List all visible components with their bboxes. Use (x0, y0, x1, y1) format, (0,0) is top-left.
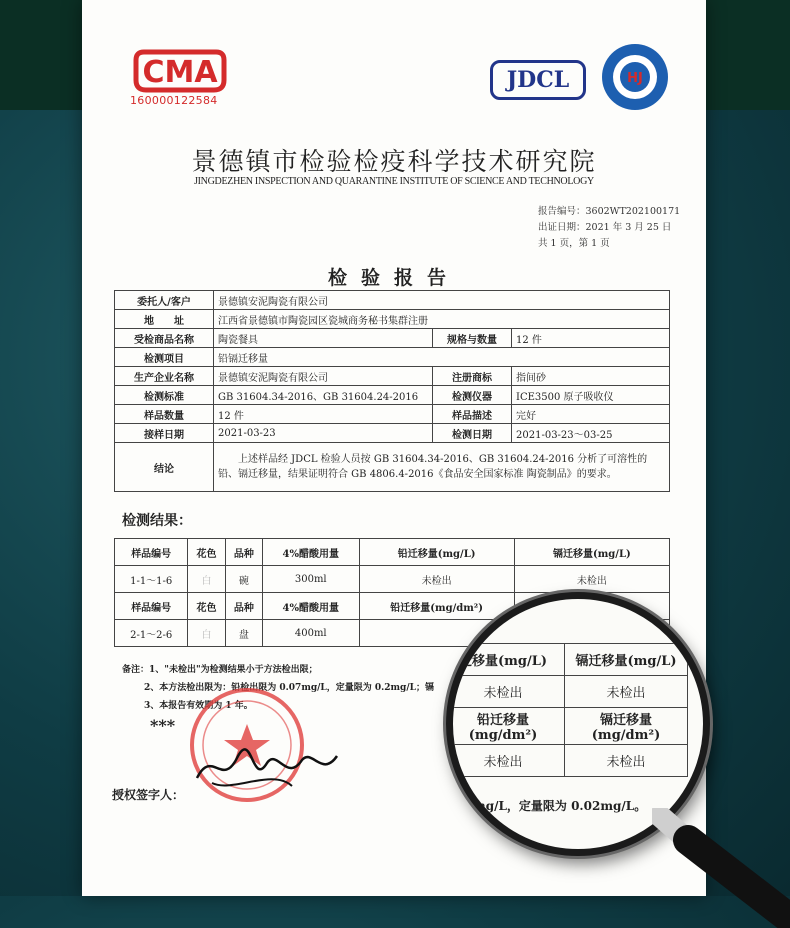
results-header-cell: 品种 (225, 593, 262, 620)
end-stars: *** (150, 716, 176, 735)
recv-value: 2021-03-23 (214, 424, 433, 443)
test-value: 2021-03-23～03-25 (512, 424, 670, 443)
test-label: 检测日期 (433, 424, 512, 443)
page-count: 共 1 页，第 1 页 (538, 238, 610, 249)
magnified-cell: 未检出 (565, 745, 688, 777)
standard-label: 检测标准 (115, 386, 214, 405)
table-row (115, 443, 670, 492)
results-header-cell: 4%醋酸用量 (263, 593, 360, 620)
spec-label: 规格与数量 (433, 329, 512, 348)
table-row (115, 566, 670, 593)
table-row (115, 386, 670, 405)
table-row (115, 367, 670, 386)
results-header-cell: 镉迁移量(mg/L) (514, 539, 669, 566)
table-row (446, 708, 688, 745)
table-row (115, 405, 670, 424)
results-header-cell: 4%醋酸用量 (263, 539, 360, 566)
address-value: 江西省景德镇市陶瓷园区瓷城商务秘书集群注册 (214, 310, 670, 329)
table-row (446, 745, 688, 777)
results-header-cell: 样品编号 (115, 539, 188, 566)
magnified-header-cell: 镉迁移量(mg/L) (565, 644, 688, 676)
results-cell: 白 (188, 566, 225, 593)
results-cell: 盘 (225, 620, 262, 647)
ceramic-test-center-badge (600, 42, 670, 112)
results-header-cell: 品种 (225, 539, 262, 566)
note-2: 2、本方法检出限为：铅检出限为 0.07mg/L，定量限为 0.2mg/L；镉 (144, 683, 434, 693)
results-cell: 未检出 (359, 566, 514, 593)
results-header-cell: 花色 (188, 593, 225, 620)
client-label: 委托人/客户 (115, 291, 214, 310)
report-info-table (114, 290, 670, 492)
report-title: 检验报告 (327, 267, 460, 289)
conclusion-label: 结论 (115, 443, 214, 492)
results-header-cell: 铅迁移量(mg/dm²) (359, 593, 514, 620)
recv-label: 接样日期 (115, 424, 214, 443)
standard-value: GB 31604.34-2016、GB 31604.24-2016 (214, 386, 433, 405)
badge-letters: HJ (627, 71, 643, 86)
magnified-cell: 未检出 (446, 676, 565, 708)
institute-name-en: JINGDEZHEN INSPECTION AND QUARANTINE INSTITUTE OF SCIENCE AND TECHNOLOGY (194, 176, 594, 187)
product-value: 陶瓷餐具 (214, 329, 433, 348)
cma-number: 160000122584 (130, 94, 218, 107)
brand-label: 注册商标 (433, 367, 512, 386)
results-title: 检测结果： (122, 513, 192, 529)
institute-name-cn: 景德镇市检验检疫科学技术研究院 (191, 147, 597, 176)
product-label: 受检商品名称 (115, 329, 214, 348)
results-header-cell: 花色 (188, 539, 225, 566)
table-row (115, 310, 670, 329)
maker-value: 景德镇安泥陶瓷有限公司 (214, 367, 433, 386)
instrument-label: 检测仪器 (433, 386, 512, 405)
jdcl-logo: JDCL (490, 60, 586, 100)
table-row (115, 291, 670, 310)
magnifier-handle (652, 808, 790, 928)
results-cell: 碗 (225, 566, 262, 593)
spec-value: 12 件 (512, 329, 670, 348)
note-1: 备注：1、"未检出"为检测结果小于方法检出限； (122, 665, 318, 675)
results-cell: 未检出 (514, 566, 669, 593)
table-row (115, 329, 670, 348)
desc-label: 样品描述 (433, 405, 512, 424)
issue-date: 出证日期：2021 年 3 月 25 日 (538, 222, 672, 233)
item-value: 铅镉迁移量 (214, 348, 670, 367)
conclusion-value: 上述样品经 JDCL 检验人员按 GB 31604.34-2016、GB 31604.24-2016 分析了可溶性的铅、镉迁移量，结果证明符合 GB 4806.4-2016《食品安全国家标准 陶瓷制品》的要求。 (214, 443, 670, 492)
results-cell: 300ml (263, 566, 360, 593)
magnified-footer-text: mg/L，定量限为 0.02mg/L。 (473, 799, 647, 813)
qty-label: 样品数量 (115, 405, 214, 424)
table-row (115, 348, 670, 367)
cma-text: CMA (142, 55, 218, 90)
brand-value: 指间砂 (512, 367, 670, 386)
magnified-cell: 未检出 (446, 745, 565, 777)
magnified-header-cell: 迁移量(mg/L) (446, 644, 565, 676)
signature (192, 738, 342, 798)
report-number: 报告编号：3602WT202100171 (538, 206, 681, 217)
results-header-row (115, 539, 670, 566)
note-3: 3、本报告有效期为 1 年。 (144, 701, 253, 711)
results-header-cell: 铅迁移量(mg/L) (359, 539, 514, 566)
results-cell: 400ml (263, 620, 360, 647)
results-cell: 白 (188, 620, 225, 647)
magnified-table (446, 643, 688, 777)
address-label: 地 址 (115, 310, 214, 329)
results-header-cell: 样品编号 (115, 593, 188, 620)
signer-label: 授权签字人： (112, 788, 185, 802)
client-value: 景德镇安泥陶瓷有限公司 (214, 291, 670, 310)
item-label: 检测项目 (115, 348, 214, 367)
table-row (115, 424, 670, 443)
magnified-header-cell: 铅迁移量(mg/dm²) (446, 708, 565, 745)
results-cell: 1-1～1-6 (115, 566, 188, 593)
table-row (446, 644, 688, 676)
magnified-header-cell: 镉迁移量(mg/dm²) (565, 708, 688, 745)
instrument-value: ICE3500 原子吸收仪 (512, 386, 670, 405)
results-cell: 2-1～2-6 (115, 620, 188, 647)
table-row (446, 676, 688, 708)
maker-label: 生产企业名称 (115, 367, 214, 386)
magnified-cell: 未检出 (565, 676, 688, 708)
qty-value: 12 件 (214, 405, 433, 424)
desc-value: 完好 (512, 405, 670, 424)
